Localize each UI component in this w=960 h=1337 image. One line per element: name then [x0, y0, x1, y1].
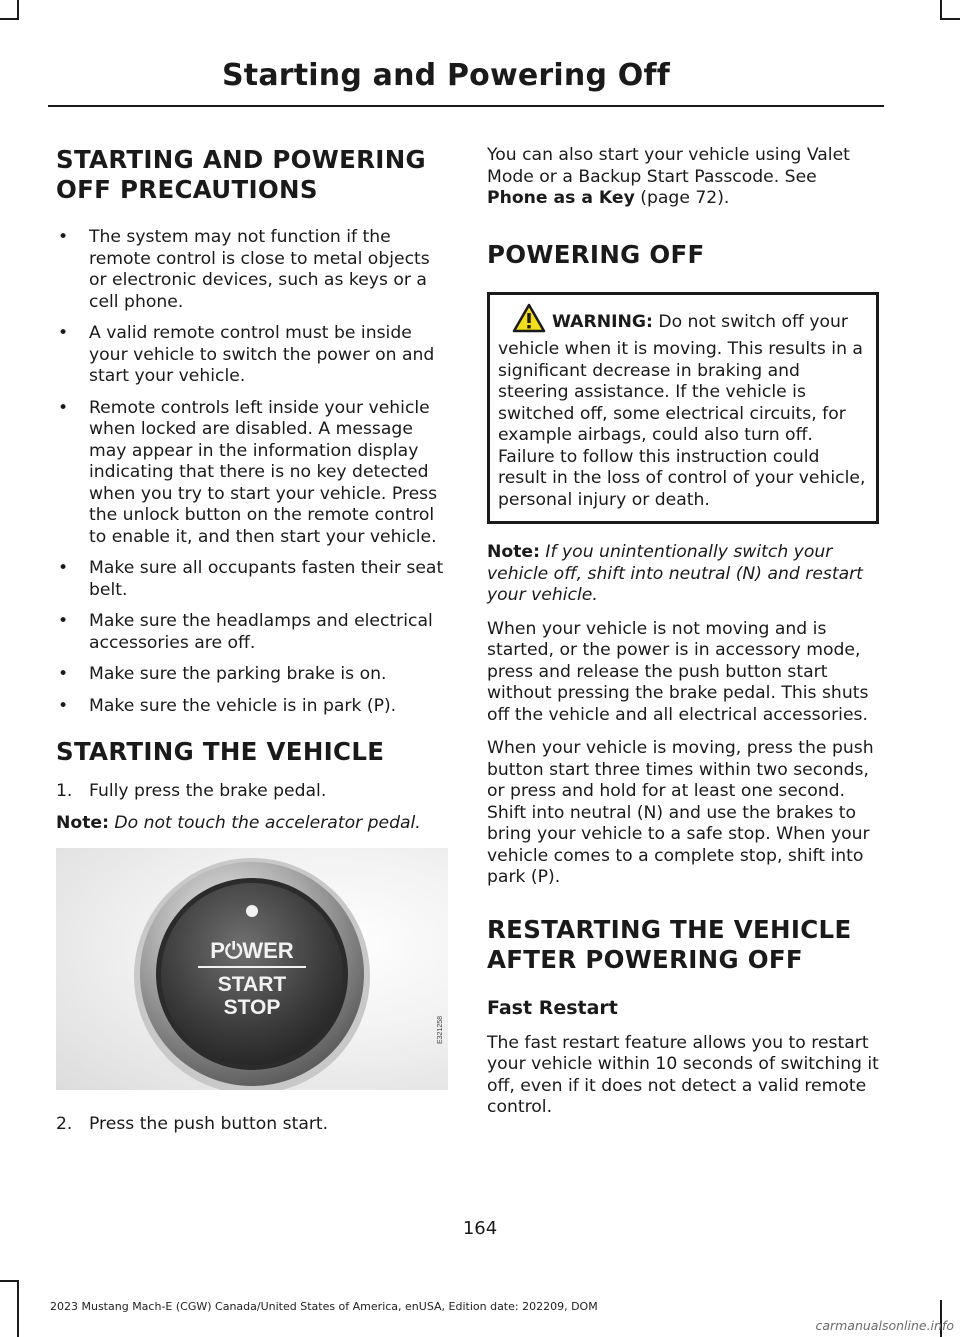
paragraph-moving: When your vehicle is moving, press the push button start three times within two seconds, or press and hold for at least one second. Shift into neutral (N) and use the brakes to bring your vehicle to a safe stop. When your vehicle comes to a complete stop, shift into park (P). [487, 738, 874, 887]
step-text: Press the push button start. [89, 1114, 329, 1134]
bullet-icon: • [58, 227, 69, 247]
step-number: 1. [56, 781, 73, 801]
note-unintentional [487, 542, 879, 607]
cross-reference-link[interactable]: Phone as a Key [487, 188, 635, 208]
note-accelerator [56, 813, 448, 835]
bullet-icon: • [58, 611, 69, 631]
list-item-text: A valid remote control must be inside your vehicle to switch the power on and start your vehicle. [89, 323, 435, 386]
bullet-icon: • [58, 323, 69, 343]
note-text: If you unintentionally switch your vehicle off, shift into neutral (N) and restart your vehicle. [487, 542, 863, 605]
list-item-text: Make sure all occupants fasten their seat belt. [89, 558, 444, 600]
page-header-title: Starting and Powering Off [221, 58, 670, 93]
header-divider [48, 105, 884, 107]
page-reference: (page 72). [634, 188, 730, 208]
step-text: Fully press the brake pedal. [89, 781, 327, 801]
left-column [56, 145, 448, 1146]
warning-text: Do not switch off your vehicle when it is moving. This results in a significant decrease in braking and steering assistance. If the vehicle is switched off, some electrical circuits, for example airbags, could also turn off. Failure to follow this instruction could result in the loss of control of your vehicle, personal injury or death. [498, 311, 866, 510]
heading-line: OFF PRECAUTIONS [56, 175, 318, 204]
bullet-icon: • [58, 397, 69, 418]
list-item-text: Remote controls left inside your vehicle when locked are disabled. A message may appear in the information display indicating that there is no key detected when you try to start your vehicle. Press the unlock button on the remote control to enable it, and then start your vehicle. [89, 397, 438, 547]
bullet-icon: • [58, 695, 69, 716]
list-item-text: Make sure the vehicle is in park (P). [89, 695, 397, 716]
page-number: 164 [462, 1218, 498, 1239]
list-item [56, 558, 448, 601]
intro-paragraph [487, 145, 879, 210]
figure-code: E321258 [437, 1015, 444, 1045]
step-1 [56, 781, 448, 803]
section-heading-starting: STARTING THE VEHICLE [56, 737, 385, 766]
list-item [56, 664, 448, 686]
section-heading-powering-off: POWERING OFF [487, 239, 705, 269]
footer-text: 2023 Mustang Mach-E (CGW) Canada/United States of America, enUSA, Edition date: 202209, DOM [50, 1300, 598, 1313]
list-item [56, 227, 448, 313]
push-button-start-figure [56, 848, 448, 1090]
subheading-fast-restart: Fast Restart [487, 996, 618, 1019]
paragraph-fast-restart: The fast restart feature allows you to restart your vehicle within 10 seconds of switching it off, even if it does not detect a valid remote control. [487, 1032, 879, 1117]
stop-label: STOP [223, 996, 281, 1019]
section-heading-restarting [487, 915, 879, 975]
crop-mark [0, 18, 19, 20]
note-label: Note: [487, 542, 540, 562]
intro-text: You can also start your vehicle using Valet Mode or a Backup Start Passcode. See [487, 145, 850, 187]
right-column [487, 145, 879, 1131]
warning-label: WARNING: [552, 311, 653, 332]
watermark: carmanualsonline.info [815, 1318, 954, 1333]
list-item-text: Make sure the parking brake is on. [89, 664, 387, 684]
list-item-text: The system may not function if the remote control is close to metal objects or electronic devices, such as keys or a cell phone. [89, 227, 430, 312]
list-item-text: Make sure the headlamps and electrical accessories are off. [89, 611, 433, 653]
crop-mark [940, 0, 942, 20]
step-2 [56, 1114, 448, 1136]
note-text: Do not touch the accelerator pedal. [114, 812, 421, 833]
bullet-icon: • [58, 664, 69, 684]
crop-mark [17, 1280, 19, 1337]
paragraph-not-moving: When your vehicle is not moving and is started, or the power is in accessory mode, press and release the push button start without pressing the brake pedal. This shuts off the vehicle and all electrical accessories. [487, 618, 869, 725]
warning-icon [512, 303, 546, 340]
crop-mark [17, 0, 19, 20]
heading-line: RESTARTING THE VEHICLE [487, 914, 852, 944]
list-item [56, 611, 448, 654]
power-button-illustration [56, 848, 448, 1090]
crop-mark [941, 18, 960, 20]
precautions-list [56, 227, 448, 717]
list-item [56, 696, 448, 718]
note-label: Note: [56, 812, 109, 833]
list-item [56, 398, 448, 549]
step-number: 2. [56, 1114, 73, 1134]
bullet-icon: • [58, 558, 69, 578]
heading-line: STARTING AND POWERING [56, 145, 426, 174]
list-item [56, 323, 448, 388]
crop-mark [0, 1280, 19, 1282]
heading-line: AFTER POWERING OFF [487, 944, 803, 974]
section-heading-precautions [56, 145, 448, 205]
start-label: START [217, 973, 287, 996]
power-label: P⏻WER [210, 938, 294, 963]
warning-box [487, 292, 879, 525]
